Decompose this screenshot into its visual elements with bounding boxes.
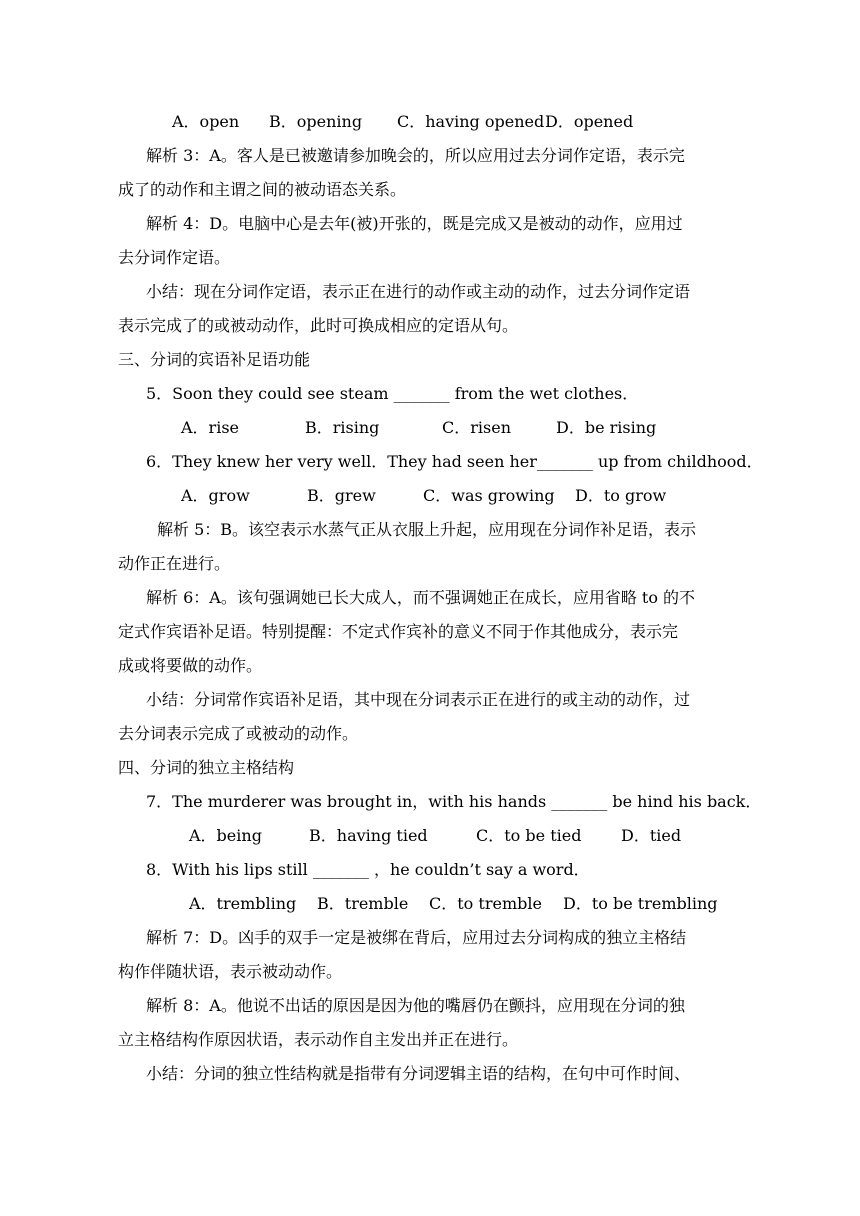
option-d: D．be rising — [556, 418, 657, 437]
analysis-8-line-1: 解析 8：A。他说不出话的原因是因为他的嘴唇仍在颤抖，应用现在分词的独 — [146, 996, 685, 1015]
option-a: A．rise — [181, 418, 240, 437]
question-6-options — [181, 485, 681, 507]
option-a: A．being — [189, 826, 262, 845]
option-b: B．grew — [307, 486, 376, 505]
question-8-options — [189, 893, 718, 915]
section-3-heading: 三、分词的宾语补足语功能 — [118, 350, 311, 369]
option-a: A．open — [172, 112, 240, 131]
analysis-6-line-2: 定式作宾语补足语。特别提醒：不定式作宾补的意义不同于作其他成分，表示完 — [118, 622, 679, 641]
analysis-4-line-1: 解析 4：D。电脑中心是去年(被)开张的，既是完成又是被动的动作，应用过 — [146, 214, 683, 233]
summary-1-line-2: 表示完成了的或被动动作，此时可换成相应的定语从句。 — [118, 316, 519, 335]
analysis-5-line-1: 解析 5：B。该空表示水蒸气正从衣服上升起，应用现在分词作补足语，表示 — [157, 520, 697, 539]
options-row-top — [172, 111, 692, 133]
question-7-options — [189, 825, 689, 847]
option-c: C．having opened — [397, 112, 545, 131]
option-c: C．to tremble — [429, 894, 542, 913]
option-a: A．grow — [181, 486, 250, 505]
question-7: 7．The murderer was brought in，with his hands _______ be hind his back． — [146, 792, 762, 811]
option-c: C．risen — [442, 418, 511, 437]
option-d: D．opened — [545, 112, 634, 131]
section-4-heading: 四、分词的独立主格结构 — [118, 758, 295, 777]
option-b: B．having tied — [309, 826, 428, 845]
option-d: D．to grow — [575, 486, 667, 505]
option-b: B．opening — [269, 112, 363, 131]
option-b: B．tremble — [317, 894, 409, 913]
analysis-8-line-2: 立主格结构作原因状语，表示动作自主发出并正在进行。 — [118, 1030, 519, 1049]
summary-1-line-1: 小结：现在分词作定语，表示正在进行的动作或主动的动作，过去分词作定语 — [146, 282, 691, 301]
option-d: D．to be trembling — [563, 894, 718, 913]
question-5: 5．Soon they could see steam _______ from the wet clothes． — [146, 384, 639, 403]
analysis-7-line-2: 构作伴随状语，表示被动动作。 — [118, 962, 343, 981]
option-c: C．was growing — [423, 486, 555, 505]
question-8: 8．With his lips still _______ ，he couldn’t say a word． — [146, 860, 590, 879]
summary-3-line-1: 小结：分词的独立性结构就是指带有分词逻辑主语的结构，在句中可作时间、 — [146, 1064, 691, 1083]
option-a: A．trembling — [189, 894, 297, 913]
question-6: 6．They knew her very well．They had seen her_______ up from childhood． — [146, 452, 763, 471]
analysis-3-line-1: 解析 3：A。客人是已被邀请参加晚会的，所以应用过去分词作定语，表示完 — [146, 146, 685, 165]
option-b: B．rising — [305, 418, 380, 437]
analysis-3-line-2: 成了的动作和主谓之间的被动语态关系。 — [118, 180, 407, 199]
summary-2-line-1: 小结：分词常作宾语补足语，其中现在分词表示正在进行的或主动的动作，过 — [146, 690, 691, 709]
analysis-6-line-3: 成或将要做的动作。 — [118, 656, 263, 675]
summary-2-line-2: 去分词表示完成了或被动的动作。 — [118, 724, 359, 743]
analysis-5-line-2: 动作正在进行。 — [118, 554, 231, 573]
question-5-options — [181, 417, 681, 439]
analysis-4-line-2: 去分词作定语。 — [118, 248, 231, 267]
option-d: D．tied — [621, 826, 682, 845]
analysis-6-line-1: 解析 6：A。该句强调她已长大成人，而不强调她正在成长，应用省略 to 的不 — [146, 588, 696, 607]
analysis-7-line-1: 解析 7：D。凶手的双手一定是被绑在背后，应用过去分词构成的独立主格结 — [146, 928, 687, 947]
option-c: C．to be tied — [476, 826, 582, 845]
